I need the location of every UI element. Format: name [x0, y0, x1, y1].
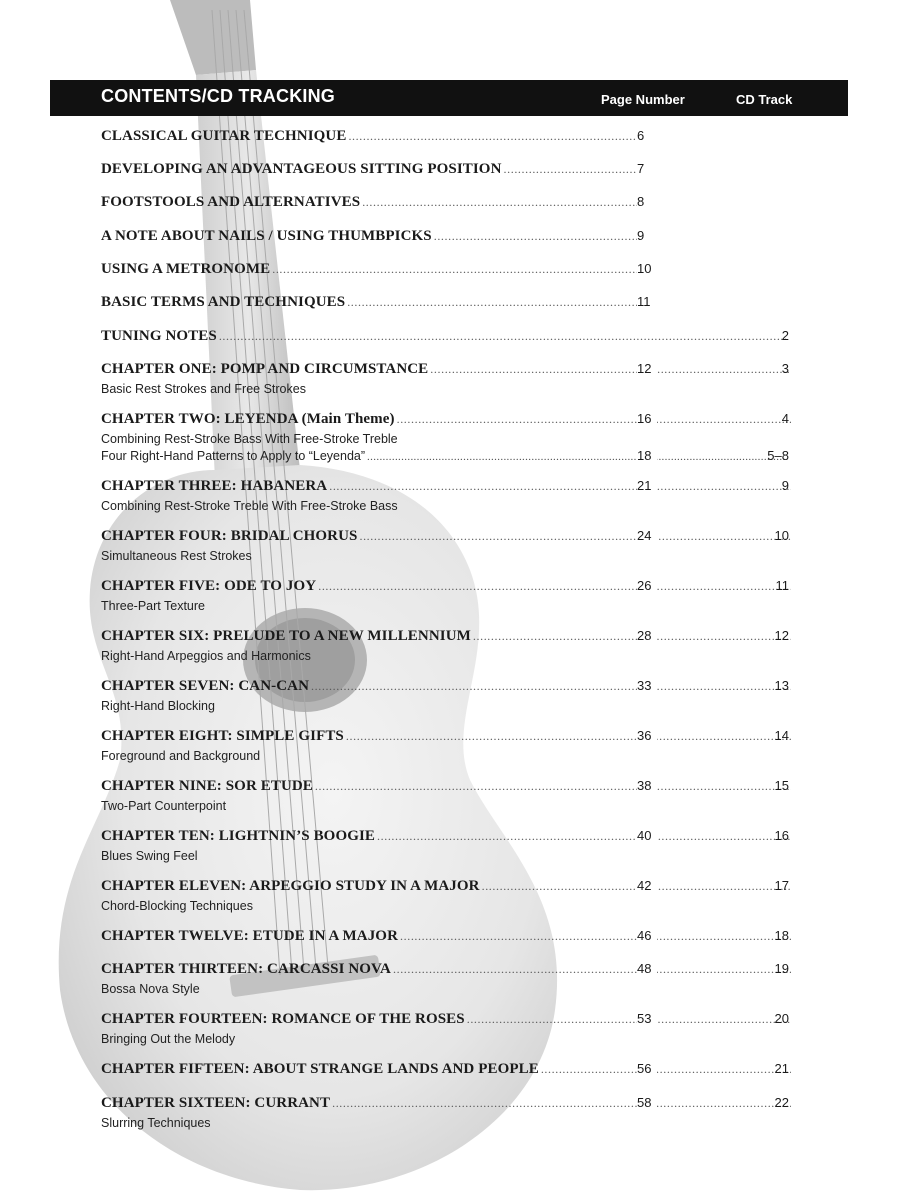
page-number: 16: [637, 411, 657, 426]
contents-header-bar: [50, 80, 848, 116]
toc-entry-subtitle-row: [101, 648, 791, 665]
toc-entry: [101, 328, 791, 348]
toc-entry-title: CHAPTER SEVEN: CAN-CAN: [101, 678, 310, 694]
toc-entry-subtitle: Basic Rest Strokes and Free Strokes: [101, 382, 306, 396]
cd-track-number: 12: [774, 628, 789, 643]
cd-track-number: 3: [781, 361, 789, 376]
toc-entry: [101, 161, 791, 181]
cd-track-number: 19: [774, 961, 789, 976]
page-number: 12: [637, 361, 657, 376]
toc-entry: [101, 128, 791, 148]
toc-entry: [101, 628, 791, 665]
page-number: 6: [637, 128, 657, 143]
toc-entry-subtitle-row: [101, 848, 791, 865]
toc-entry-subtitle: Four Right-Hand Patterns to Apply to “Leyenda”: [101, 449, 366, 463]
toc-entry-subtitle-row: [101, 698, 791, 715]
toc-entry-row: [101, 1061, 791, 1081]
dot-leader: [362, 195, 655, 210]
page-number: 11: [637, 294, 657, 309]
dot-leader: [367, 451, 789, 463]
toc-entry-row: [101, 628, 791, 648]
toc-entry-row: [101, 828, 791, 848]
toc-entry-row: [101, 478, 791, 498]
toc-entry-title: CHAPTER EIGHT: SIMPLE GIFTS: [101, 728, 344, 744]
toc-entry-title: DEVELOPING AN ADVANTAGEOUS SITTING POSITION: [101, 161, 502, 177]
dot-leader: [346, 729, 791, 744]
toc-entry-subtitle-row: [101, 981, 791, 998]
toc-entry-subtitle: Bossa Nova Style: [101, 982, 200, 996]
toc-entry-subtitle: Simultaneous Rest Strokes: [101, 549, 252, 563]
toc-entry-row: [101, 578, 791, 598]
cd-track-number: 2: [781, 328, 789, 343]
toc-entry-row: [101, 161, 657, 181]
toc-entry-title: USING A METRONOME: [101, 261, 271, 277]
cd-track-number: 17: [774, 878, 789, 893]
toc-entry-subtitle-row: [101, 498, 791, 515]
toc-entry-subtitle: Blues Swing Feel: [101, 849, 198, 863]
page-number: 42: [637, 878, 657, 893]
toc-entry-subtitle-row: [101, 431, 791, 448]
cd-track-number: 18: [774, 928, 789, 943]
toc-entry-title: CHAPTER FOURTEEN: ROMANCE OF THE ROSES: [101, 1011, 465, 1027]
toc-entry-row: [101, 228, 657, 248]
toc-entry-subtitle-row: [101, 1115, 791, 1132]
toc-entry: [101, 478, 791, 515]
toc-entry: [101, 228, 791, 248]
toc-entry-row: [101, 1011, 791, 1031]
page-number: 48: [637, 961, 657, 976]
dot-leader: [393, 962, 791, 977]
toc-entry: [101, 928, 791, 948]
page-number: 28: [637, 628, 657, 643]
toc-entry-row: [101, 411, 791, 431]
page-number: 36: [637, 728, 657, 743]
toc-entry: [101, 261, 791, 281]
toc-entry: [101, 1011, 791, 1048]
cd-track-number: 14: [774, 728, 789, 743]
cd-track-number: 10: [774, 528, 789, 543]
toc-entry-title: A NOTE ABOUT NAILS / USING THUMBPICKS: [101, 228, 432, 244]
dot-leader: [467, 1012, 791, 1027]
page-number: 10: [637, 261, 657, 276]
page-number: 56: [637, 1061, 657, 1076]
toc-entry-subtitle-row: [101, 748, 791, 765]
toc-entry-subtitle-row: [101, 381, 791, 398]
toc-entry-title: CHAPTER ONE: POMP AND CIRCUMSTANCE: [101, 361, 429, 377]
dot-leader: [541, 1062, 791, 1077]
toc-entry-title: CHAPTER FIFTEEN: ABOUT STRANGE LANDS AND PEOPLE: [101, 1061, 539, 1077]
toc-entry-row: [101, 728, 791, 748]
toc-entry-subtitle: Three-Part Texture: [101, 599, 205, 613]
page-number: 7: [637, 161, 657, 176]
toc-entry-subtitle-row: [101, 1031, 791, 1048]
toc-entry-row: [101, 961, 791, 981]
cd-track-number: 13: [774, 678, 789, 693]
dot-leader: [359, 529, 791, 544]
toc-entry-title: CLASSICAL GUITAR TECHNIQUE: [101, 128, 347, 144]
cd-track-number: 20: [774, 1011, 789, 1026]
toc-entry-subtitle: Right-Hand Blocking: [101, 699, 215, 713]
toc-entry-title: CHAPTER FOUR: BRIDAL CHORUS: [101, 528, 358, 544]
page-number: 8: [637, 194, 657, 209]
dot-leader: [272, 262, 655, 277]
toc-entry-title: CHAPTER THREE: HABANERA: [101, 478, 328, 494]
toc-entry-subtitle: Right-Hand Arpeggios and Harmonics: [101, 649, 311, 663]
toc-entry: [101, 294, 791, 314]
toc-entry-title: CHAPTER TWO: LEYENDA (Main Theme): [101, 411, 395, 427]
toc-entry-title: CHAPTER NINE: SOR ETUDE: [101, 778, 313, 794]
toc-entry-row: [101, 361, 791, 381]
toc-entry-subtitle-row: [101, 898, 791, 915]
toc-entry-title: BASIC TERMS AND TECHNIQUES: [101, 294, 346, 310]
toc-entry: [101, 878, 791, 915]
toc-entry-subtitle-row: [101, 548, 791, 565]
dot-leader: [311, 679, 791, 694]
toc-entry-title: CHAPTER ELEVEN: ARPEGGIO STUDY IN A MAJOR: [101, 878, 480, 894]
toc-entry: [101, 828, 791, 865]
dot-leader: [473, 629, 791, 644]
toc-entry-subtitle-row: [101, 598, 791, 615]
cd-track-number: 16: [774, 828, 789, 843]
toc-entry-title: CHAPTER FIVE: ODE TO JOY: [101, 578, 317, 594]
toc-entry: [101, 194, 791, 214]
dot-leader: [377, 829, 791, 844]
toc-entry: [101, 1095, 791, 1132]
toc-entry-subtitle: Chord-Blocking Techniques: [101, 899, 253, 913]
page-title: CONTENTS/CD TRACKING: [101, 86, 335, 106]
cd-track-number: 9: [781, 478, 789, 493]
dot-leader: [504, 162, 655, 177]
cd-track-number: 5–8: [767, 448, 789, 463]
toc-entry-subtitle: Combining Rest-Stroke Bass With Free-Stroke Treble: [101, 432, 398, 446]
page-number: 24: [637, 528, 657, 543]
cd-track-number: 15: [774, 778, 789, 793]
toc-entry-row: [101, 328, 791, 348]
toc-entry-row: [101, 528, 791, 548]
dot-leader: [318, 579, 791, 594]
page-number: 58: [637, 1095, 657, 1110]
page-number: 9: [637, 228, 657, 243]
toc-entry: [101, 1061, 791, 1081]
dot-leader: [315, 779, 791, 794]
cd-track-number: 11: [775, 578, 789, 593]
toc-entry: [101, 411, 791, 465]
toc-entry-subtitle: Slurring Techniques: [101, 1116, 211, 1130]
dot-leader: [219, 329, 789, 344]
toc-entry-title: CHAPTER TEN: LIGHTNIN’S BOOGIE: [101, 828, 376, 844]
dot-leader: [347, 295, 655, 310]
toc-entry-row: [101, 928, 791, 948]
cd-track-number: 4: [781, 411, 789, 426]
toc-entry: [101, 528, 791, 565]
page-number: 46: [637, 928, 657, 943]
toc-entry-subtitle: Foreground and Background: [101, 749, 261, 763]
dot-leader: [332, 1096, 791, 1111]
page-number: 38: [637, 778, 657, 793]
cd-track-number: 22: [774, 1095, 789, 1110]
dot-leader: [397, 412, 791, 427]
toc-entry: [101, 961, 791, 998]
toc-entry-title: FOOTSTOOLS AND ALTERNATIVES: [101, 194, 361, 210]
toc-entry-subtitle: Combining Rest-Stroke Treble With Free-Stroke Bass: [101, 499, 398, 513]
toc-entry-row: [101, 294, 657, 314]
toc-entry: [101, 778, 791, 815]
toc-entry-subtitle: Bringing Out the Melody: [101, 1032, 236, 1046]
page-number: 33: [637, 678, 657, 693]
toc-entry-row: [101, 261, 657, 281]
toc-entry-subtitle: Two-Part Counterpoint: [101, 799, 227, 813]
cd-track-column-header: CD Track: [736, 92, 793, 107]
toc-entry-subtitle-row: [101, 448, 791, 465]
toc-entry-row: [101, 678, 791, 698]
dot-leader: [329, 479, 791, 494]
toc-entry-subtitle-row: [101, 798, 791, 815]
page-number: 21: [637, 478, 657, 493]
toc-entry-title: CHAPTER TWELVE: ETUDE IN A MAJOR: [101, 928, 399, 944]
dot-leader: [434, 229, 655, 244]
toc-entry-row: [101, 1095, 791, 1115]
cd-track-number: 21: [774, 1061, 789, 1076]
page-number: 26: [637, 578, 657, 593]
dot-leader: [348, 129, 655, 144]
page-number: 40: [637, 828, 657, 843]
dot-leader: [400, 929, 791, 944]
toc-entry-title: CHAPTER THIRTEEN: CARCASSI NOVA: [101, 961, 391, 977]
toc-entry: [101, 728, 791, 765]
page-number: 53: [637, 1011, 657, 1026]
toc-entry-row: [101, 128, 657, 148]
toc-entry-row: [101, 194, 657, 214]
toc-entry-row: [101, 878, 791, 898]
toc-entry: [101, 578, 791, 615]
toc-entry-title: CHAPTER SIX: PRELUDE TO A NEW MILLENNIUM: [101, 628, 471, 644]
page-number-column-header: Page Number: [601, 92, 685, 107]
toc-entry-title: CHAPTER SIXTEEN: CURRANT: [101, 1095, 331, 1111]
dot-leader: [430, 362, 791, 377]
page-number: 18: [637, 448, 657, 463]
toc-entry-row: [101, 778, 791, 798]
toc-entry: [101, 678, 791, 715]
toc-entry-title: TUNING NOTES: [101, 328, 217, 344]
toc-entry: [101, 361, 791, 398]
